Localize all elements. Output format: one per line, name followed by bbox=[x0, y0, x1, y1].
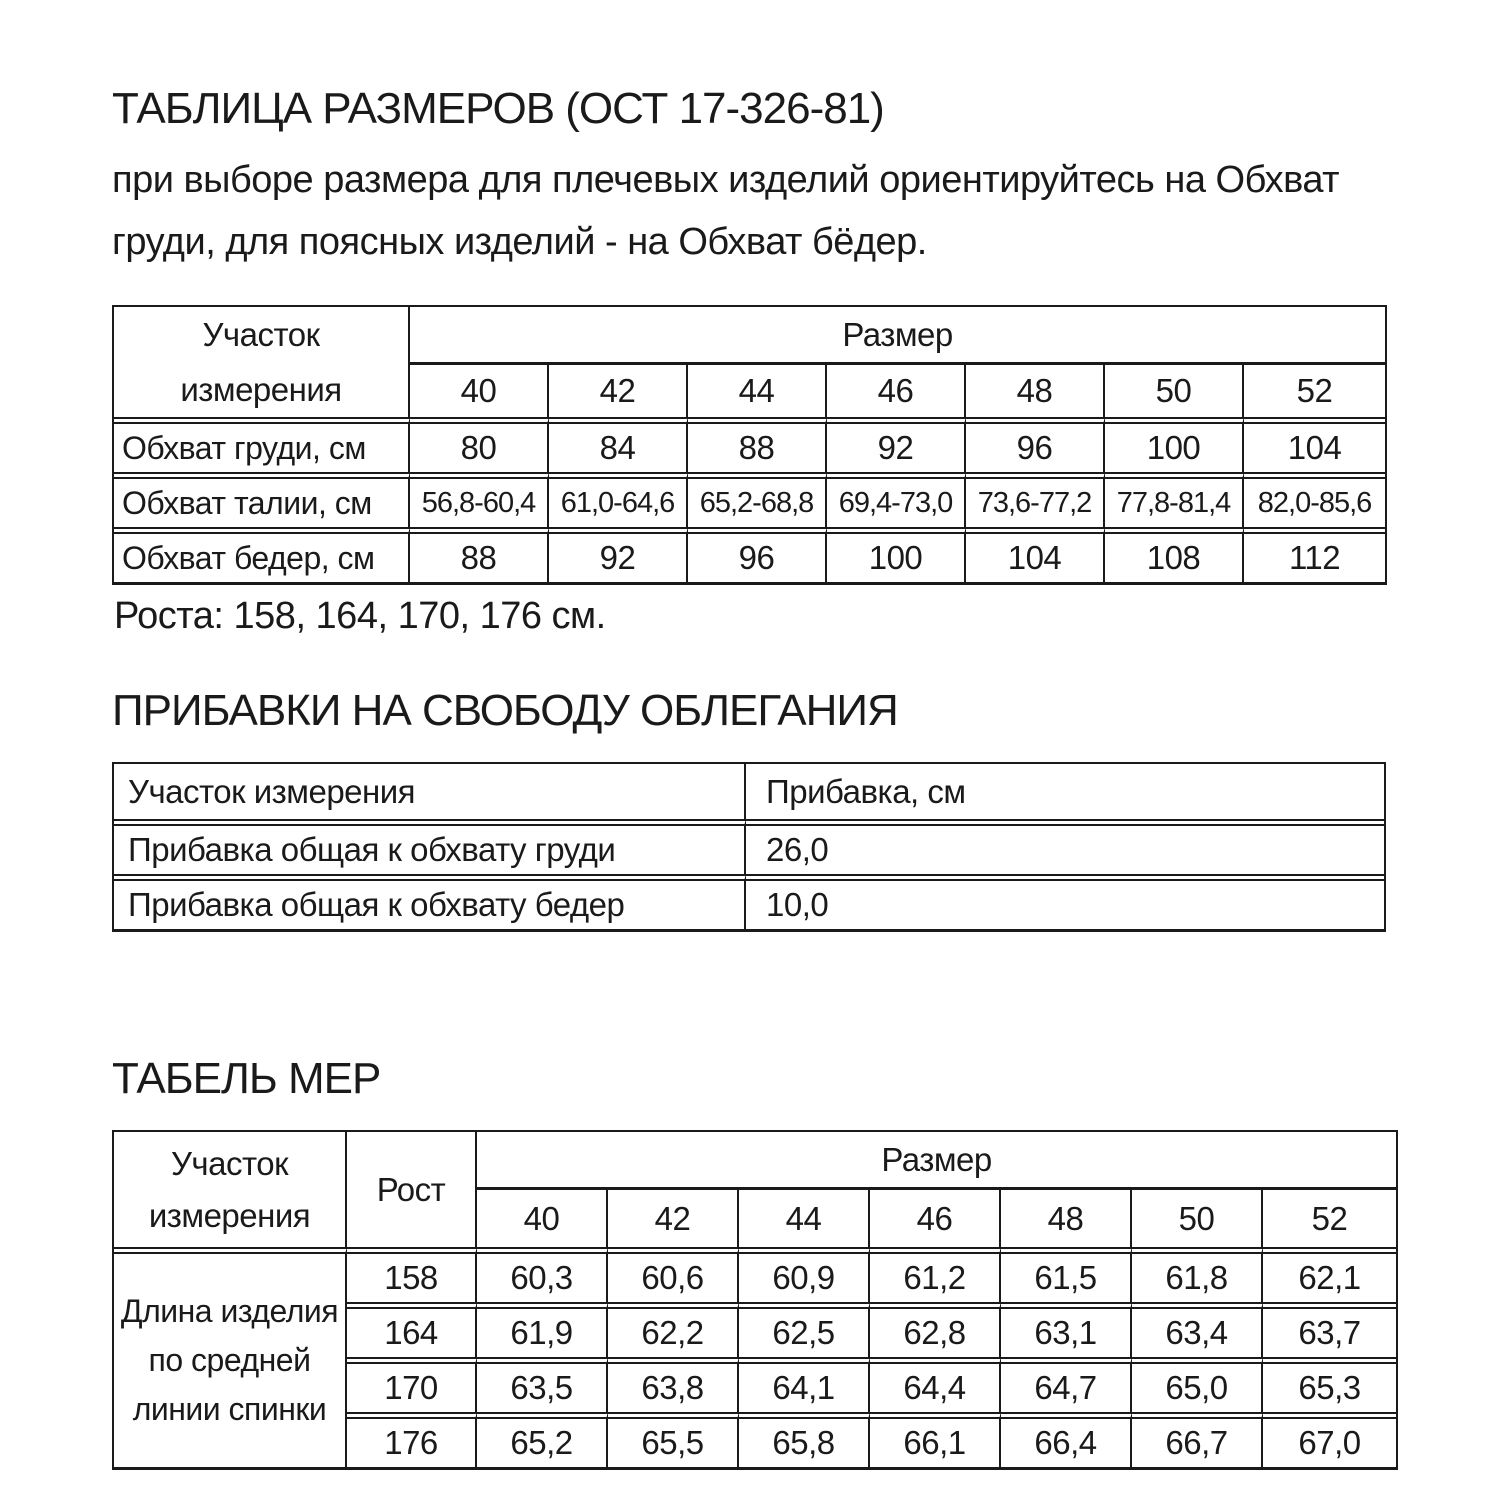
table-cell: 69,4-73,0 bbox=[827, 472, 966, 527]
size-column-header: 44 bbox=[739, 1187, 870, 1247]
table-cell: 56,8-60,4 bbox=[410, 472, 549, 527]
table-header-row bbox=[114, 1132, 1396, 1187]
intro-text bbox=[112, 150, 1388, 273]
table-cell: 84 bbox=[549, 417, 688, 472]
height-cell: 170 bbox=[347, 1357, 477, 1412]
row-label: Прибавка общая к обхвату бедер bbox=[114, 874, 746, 929]
corner-header-line-1: Участок bbox=[170, 1144, 289, 1182]
table-header-row bbox=[114, 307, 1385, 362]
corner-header-line-1: Участок bbox=[202, 316, 320, 354]
table-cell: 63,7 bbox=[1263, 1302, 1396, 1357]
intro-line-2: груди, для поясных изделий - на Обхват бёдер. bbox=[112, 220, 927, 263]
size-column-header: 42 bbox=[608, 1187, 739, 1247]
table-cell: 96 bbox=[966, 417, 1105, 472]
table-cell: 104 bbox=[966, 527, 1105, 582]
row-label: Обхват груди, см bbox=[114, 417, 410, 472]
size-group-header: Размер bbox=[842, 315, 953, 353]
table-cell: 65,2 bbox=[477, 1412, 608, 1467]
table-cell: 60,3 bbox=[477, 1247, 608, 1302]
table-cell: 60,9 bbox=[739, 1247, 870, 1302]
measure-label-line-2: по средней bbox=[148, 1342, 311, 1379]
table-cell: 96 bbox=[688, 527, 827, 582]
size-column-header: 40 bbox=[410, 362, 549, 417]
table-row-height-158 bbox=[114, 1247, 1396, 1302]
height-cell: 164 bbox=[347, 1302, 477, 1357]
table-cell: 88 bbox=[688, 417, 827, 472]
table-cell: 80 bbox=[410, 417, 549, 472]
table-cell: 61,9 bbox=[477, 1302, 608, 1357]
table-row-waist bbox=[114, 472, 1385, 527]
table-cell: 65,8 bbox=[739, 1412, 870, 1467]
corner-header bbox=[114, 307, 410, 417]
measure-row-label bbox=[114, 1247, 347, 1467]
table-cell: 66,1 bbox=[870, 1412, 1001, 1467]
size-group-header: Размер bbox=[881, 1140, 992, 1178]
height-cell: 158 bbox=[347, 1247, 477, 1302]
table-row-hips-ease bbox=[114, 874, 1384, 929]
table-cell: 62,2 bbox=[608, 1302, 739, 1357]
column-header: Прибавка, см bbox=[766, 772, 966, 810]
table-cell: 65,0 bbox=[1132, 1357, 1263, 1412]
measure-table bbox=[112, 1130, 1398, 1470]
size-column-header: 40 bbox=[477, 1187, 608, 1247]
table-cell: 67,0 bbox=[1263, 1412, 1396, 1467]
row-label: Обхват талии, см bbox=[114, 472, 410, 527]
table-row-hips bbox=[114, 527, 1385, 582]
size-column-header: 42 bbox=[549, 362, 688, 417]
measure-label-line-1: Длина изделия bbox=[120, 1293, 339, 1330]
size-column-header: 50 bbox=[1132, 1187, 1263, 1247]
height-cell: 176 bbox=[347, 1412, 477, 1467]
table-cell: 66,4 bbox=[1001, 1412, 1132, 1467]
size-table bbox=[112, 305, 1387, 585]
section-title-measures: ТАБЕЛЬ МЕР bbox=[112, 1054, 381, 1104]
table-cell: 66,7 bbox=[1132, 1412, 1263, 1467]
table-cell: 61,8 bbox=[1132, 1247, 1263, 1302]
table-cell: 77,8-81,4 bbox=[1105, 472, 1244, 527]
column-header: Участок измерения bbox=[114, 764, 746, 819]
table-header-row bbox=[114, 764, 1384, 819]
table-cell: 63,8 bbox=[608, 1357, 739, 1412]
size-column-header: 46 bbox=[827, 362, 966, 417]
size-column-header: 46 bbox=[870, 1187, 1001, 1247]
table-cell: 64,1 bbox=[739, 1357, 870, 1412]
table-cell: 92 bbox=[549, 527, 688, 582]
table-cell: 64,4 bbox=[870, 1357, 1001, 1412]
table-cell: 63,4 bbox=[1132, 1302, 1263, 1357]
size-column-header: 50 bbox=[1105, 362, 1244, 417]
size-column-header: 52 bbox=[1263, 1187, 1396, 1247]
table-cell: 26,0 bbox=[746, 819, 1384, 874]
table-cell: 63,5 bbox=[477, 1357, 608, 1412]
table-cell: 62,5 bbox=[739, 1302, 870, 1357]
table-cell: 63,1 bbox=[1001, 1302, 1132, 1357]
table-cell: 92 bbox=[827, 417, 966, 472]
table-cell: 60,6 bbox=[608, 1247, 739, 1302]
table-cell: 112 bbox=[1244, 527, 1385, 582]
size-column-header: 48 bbox=[1001, 1187, 1132, 1247]
row-label: Прибавка общая к обхвату груди bbox=[114, 819, 746, 874]
table-cell: 100 bbox=[1105, 417, 1244, 472]
size-column-header: 44 bbox=[688, 362, 827, 417]
table-cell: 61,2 bbox=[870, 1247, 1001, 1302]
table-cell: 62,8 bbox=[870, 1302, 1001, 1357]
table-cell: 65,2-68,8 bbox=[688, 472, 827, 527]
corner-header-line-2: измерения bbox=[180, 371, 342, 409]
page-title: ТАБЛИЦА РАЗМЕРОВ (ОСТ 17-326-81) bbox=[112, 84, 884, 133]
size-column-header: 52 bbox=[1244, 362, 1385, 417]
table-cell: 61,5 bbox=[1001, 1247, 1132, 1302]
heights-note: Роста: 158, 164, 170, 176 см. bbox=[114, 595, 606, 638]
table-cell: 100 bbox=[827, 527, 966, 582]
table-cell: 62,1 bbox=[1263, 1247, 1396, 1302]
corner-header-line-2: измерения bbox=[148, 1196, 311, 1234]
table-cell: 10,0 bbox=[746, 874, 1384, 929]
table-cell: 73,6-77,2 bbox=[966, 472, 1105, 527]
table-cell: 82,0-85,6 bbox=[1244, 472, 1385, 527]
measure-label-line-3: линии спинки bbox=[132, 1391, 327, 1428]
ease-table bbox=[112, 762, 1386, 932]
corner-header bbox=[114, 1132, 347, 1247]
table-cell: 88 bbox=[410, 527, 549, 582]
table-cell: 65,3 bbox=[1263, 1357, 1396, 1412]
table-row-chest bbox=[114, 417, 1385, 472]
height-column-header: Рост bbox=[347, 1132, 477, 1247]
row-label: Обхват бедер, см bbox=[114, 527, 410, 582]
table-cell: 104 bbox=[1244, 417, 1385, 472]
size-column-header: 48 bbox=[966, 362, 1105, 417]
table-cell: 61,0-64,6 bbox=[549, 472, 688, 527]
table-cell: 64,7 bbox=[1001, 1357, 1132, 1412]
table-row-chest-ease bbox=[114, 819, 1384, 874]
table-cell: 65,5 bbox=[608, 1412, 739, 1467]
table-cell: 108 bbox=[1105, 527, 1244, 582]
section-title-ease: ПРИБАВКИ НА СВОБОДУ ОБЛЕГАНИЯ bbox=[112, 686, 898, 736]
intro-line-1: при выборе размера для плечевых изделий ориентируйтесь на Обхват bbox=[112, 159, 1340, 201]
